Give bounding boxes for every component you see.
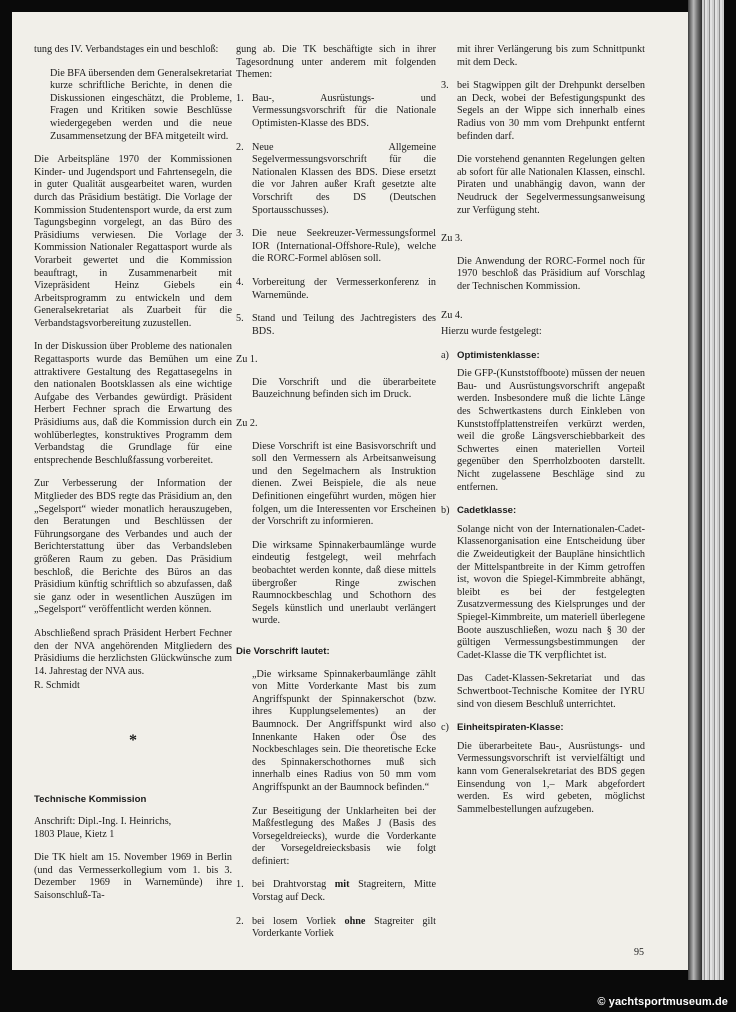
paragraph: Die GFP-(Kunststoffboote) müssen der neuen Bau- und Ausrüstungsvorschrift angepaßt werden. Insbesondere muß die lichte Länge des Schwertkastens durch Einkleben von Kunststoffplattenstreifen verkürzt werden, weil die große Längsverschiebbarkeit des Schwertes einen materiellen Vorteil gegenüber den Sperrholzbooten darstellt. Nicht zugelassene Beschläge sind zu entfernen. [457,368,645,493]
paragraph: Die Anwendung der RORC-Formel noch für 1970 beschloß das Präsidium auf Vorschlag der Technischen Kommission. [457,255,645,292]
section-letter: b) [441,505,450,517]
list-item [236,916,436,941]
paragraph: mit ihrer Verlängerung bis zum Schnittpunkt mit dem Deck. [457,44,645,68]
page-number: 95 [634,947,644,958]
decision-text: Die BFA übersenden dem Generalsekretariat kurze schriftliche Berichte, in denen die Diskussionen eingeschätzt, die Probleme, Fragen und Kritiken sowie Beschlüsse wiedergegeben werden und die neue Zusammensetzung der BFA mitgeteilt wird. [50,67,232,142]
emphasis: ohne [344,915,366,927]
text-run: Stagreitern, Mitte Vorstag auf Deck. [252,879,436,904]
list-text: bei Stagwippen gilt der Drehpunkt derselben an Deck, wobei der Befestigungspunkt des Segels an der Wippe sich innerhalb eines Radius von 30 mm vom Drehpunkt entfernt befinden darf. [457,80,645,142]
section-separator-star: * [129,731,137,749]
list-number: 2. [236,141,244,153]
list-text: Neue Allgemeine Segelvermessungsvorschrift für die Nationalen Klassen des BDS. Diese ersetzt die vor Jahren außer Kraft gesetzte alte Vorschrift des DS (Deutschen Sportausschusses). [252,141,436,216]
magazine-page [12,12,688,970]
list-number: 5. [236,313,244,325]
list-item [236,313,436,338]
list-text: Vorbereitung der Vermesserkonferenz in Warnemünde. [252,276,436,301]
paragraph: tung des IV. Verbandstages ein und beschloß: [34,44,219,55]
agenda-list [236,93,436,339]
subsection-label: Zu 4. [441,309,463,321]
column-left [34,44,232,914]
section-heading: Technische Kommission [34,793,147,805]
paragraph: Solange nicht von der Internationalen-Cadet-Klassenorganisation eine Entscheidung über die Zweideutigkeit der Baupläne hinsichtlich der Mittelspantbreite in der Kimm getroffen ist, wovon die Spiegel-Kimmbreite abhängt, bleibt es bei der festgelegten Zusatzvermessung des Kielsprunges und der Spiegel-Kimmbreite, um materiell überlegene Boote auszuschließen, wozu nach § 30 der gültigen Vermessungsbestimmungen der Cadet-Klasse die TK verpflichtet ist. [457,523,645,661]
paragraph: gung ab. Die TK beschäftigte sich in ihrer Tagesordnung unter anderem mit folgenden Themen: [236,44,436,81]
list-number: 3. [441,80,449,92]
list-item [236,228,436,266]
paragraph: Abschließend sprach Präsident Herbert Fechner den der NVA angehörenden Mitgliedern des Präsidiums die herzlichsten Glückwünsche zum 14. Jahrestag der NVA aus. [34,627,232,677]
class-section-heading [441,350,645,363]
column-right [441,44,645,827]
paragraph: In der Diskussion über Probleme des nationalen Regattasports wurde das Bemühen um eine attraktivere Gestaltung des Regattasegelns in den nationalen Bootsklassen als eine wichtige Aufgabe des Verbandes gewürdigt. Präsident Herbert Fechner sprach die Erwartung des Präsidiums aus, daß die Kommission durch ein wohlüberlegtes, konstruktives Programm dem Verbandstag die Grundlage für eine entsprechende Beschlußfassung vorbereitet. [34,341,232,466]
emphasis: mit [334,879,350,891]
list-item [441,80,645,143]
subheading: Die Vorschrift lautet: [236,645,330,657]
list-text: Die neue Seekreuzer-Vermessungsformel IOR (International-Offshore-Rule), welche die RORC-Formel ablösen soll. [252,228,436,265]
subsection-label: Zu 1. [236,354,258,366]
list-item [236,93,436,131]
list-number: 1. [236,879,244,891]
paragraph: Die vorstehend genannten Regelungen gelten ab sofort für alle Nationalen Klassen, einschl. Piraten und unabhängig davon, wann der Neudruck der Segelvermessungsanweisung zur Verfügung steht. [457,154,645,216]
address [34,816,232,841]
address-line: Anschrift: Dipl.-Ing. I. Heinrichs, [34,816,172,828]
list-text: Bau-, Ausrüstungs- und Vermessungsvorschrift für die Nationale Optimisten-Klasse des BDS. [252,92,436,129]
paragraph: Das Cadet-Klassen-Sekretariat und das Schwertboot-Technische Komitee der IYRU sind von diesem Beschluß unterrichtet. [457,673,645,710]
paragraph: Diese Vorschrift ist eine Basisvorschrift und soll den Vermessern als Arbeitsanweisung und den Segelmachern als Instruktion dienen. Zwei Beispiele, die als neue Definitionen eingeführt wurden, mögen hier folgen, um die Interessenten vor Erscheinen der Vorschrift zu informieren. [252,440,436,528]
paragraph: Zur Verbesserung der Information der Mitglieder des BDS regte das Präsidium an, den „Segelsport“ wieder monatlich herauszugeben, den Beratungen und Beschlüssen der Führungsorgane des Verbandes und auch der Berichterstattung über das Verbandsleben größeren Raum zu geben. Das Präsidium beschloß, die Berichte des Büros an das Präsidium künftig schriftlich so abzufassen, daß sie ganz oder in wesentlichen Auszügen im „Segelsport“ veröffentlicht werden können. [34,478,232,616]
class-heading: Optimistenklasse: [457,349,540,361]
section-letter: c) [441,722,449,734]
author-signature: R. Schmidt [34,680,80,692]
paragraph: Die TK hielt am 15. November 1969 in Berlin (und das Vermesserkollegium vom 1. bis 3. Dezember 1969 in Warnemünde) ihre Saisonschluß-Ta- [34,852,232,902]
list-number: 4. [236,276,244,288]
paragraph: Die wirksame Spinnakerbaumlänge wurde eindeutig festgelegt, weil mehrfach beobachtet werden konnte, daß diese mittels übergroßer Ringe zwischen Raumnockbeschlag und Schothorn des Segels künstlich und unerlaubt verlängert wurde. [252,539,436,627]
list-text: Stand und Teilung des Jachtregisters des BDS. [252,313,436,337]
subsection-label: Zu 2. [236,418,258,430]
list-number: 3. [236,228,244,240]
list-number: 1. [236,92,244,104]
quoted-rule: „Die wirksame Spinnakerbaumlänge zählt von Mitte Vorderkante Mast bis zum Angriffspunkt der Spinnakerschot (bzw. ihres Kupplungselementes) an der Baumnock. Der Angriffspunkt wird also Innenkante Haken oder Öse des Nockbeschlages sein. Die theoretische Ecke des Spinnakerschothornes muß sich innerhalb eines Radius von 50 mm vom Angriffspunkt an der Baumnock befinden.“ [252,668,436,793]
subsection-label: Zu 3. [441,233,463,245]
address-line: 1803 Plaue, Kietz 1 [34,828,115,840]
list-number: 2. [236,915,244,927]
class-section-heading [441,505,645,518]
paragraph: Die Vorschrift und die überarbeitete Bauzeichnung befinden sich im Druck. [252,376,436,401]
paragraph: Die überarbeitete Bau-, Ausrüstungs- und Vermessungsvorschrift ist vervielfältigt und kann vom Generalsekretariat des BDS gegen Einsendung von 1,– Mark abgefordert werden. Es wird gebeten, möglichst Sammelbestellungen aufzugeben. [457,740,645,815]
text-run: Stagreiter gilt Vorderkante Vorliek [252,915,437,940]
column-middle [236,44,436,952]
paragraph: Hierzu wurde festgelegt: [441,326,542,338]
class-heading: Cadetklasse: [457,505,517,517]
section-letter: a) [441,349,449,361]
paragraph: Zur Beseitigung der Unklarheiten bei der Maßfestlegung des Maßes J (Basis des Vorsegeldreiecks), wurde die Vorderkante der Vorsegeldreiecksbasis wie folgt definiert: [252,805,436,867]
list-text [252,916,436,941]
class-heading: Einheitspiraten-Klasse: [457,722,564,734]
list-item [236,142,436,218]
book-spine [688,0,702,980]
list-text [252,879,436,904]
copyright-watermark: © yachtsportmuseum.de [597,996,728,1008]
text-run: bei losem Vorliek [252,915,345,927]
text-run: bei Drahtvorstag [252,879,335,891]
page-edges [702,0,724,980]
paragraph: Die Arbeitspläne 1970 der Kommissionen Kinder- und Jugendsport und Fahrtensegeln, die in guter Qualität ausgearbeitet waren, wurden durch das Präsidium bestätigt. Die Vorlage der Kommission Studentensport wurde, da erst zum Tagungsbeginn vorgelegt, an das Büro des Präsidiums verwiesen. Die Vorlage der Kommission Nationaler Regattasport wurde als Vorarbeit gewertet und die Kommission beauftragt, in Zusammenarbeit mit Vizepräsident Heinz Giebels ein Arbeitsprogramm zu entwickeln und dem Generalsekretariat als Zuarbeit für die Verbandstagsvorbereitung zuzustellen. [34,154,232,329]
list-item [236,879,436,904]
list-item [236,277,436,302]
class-section-heading [441,722,645,735]
